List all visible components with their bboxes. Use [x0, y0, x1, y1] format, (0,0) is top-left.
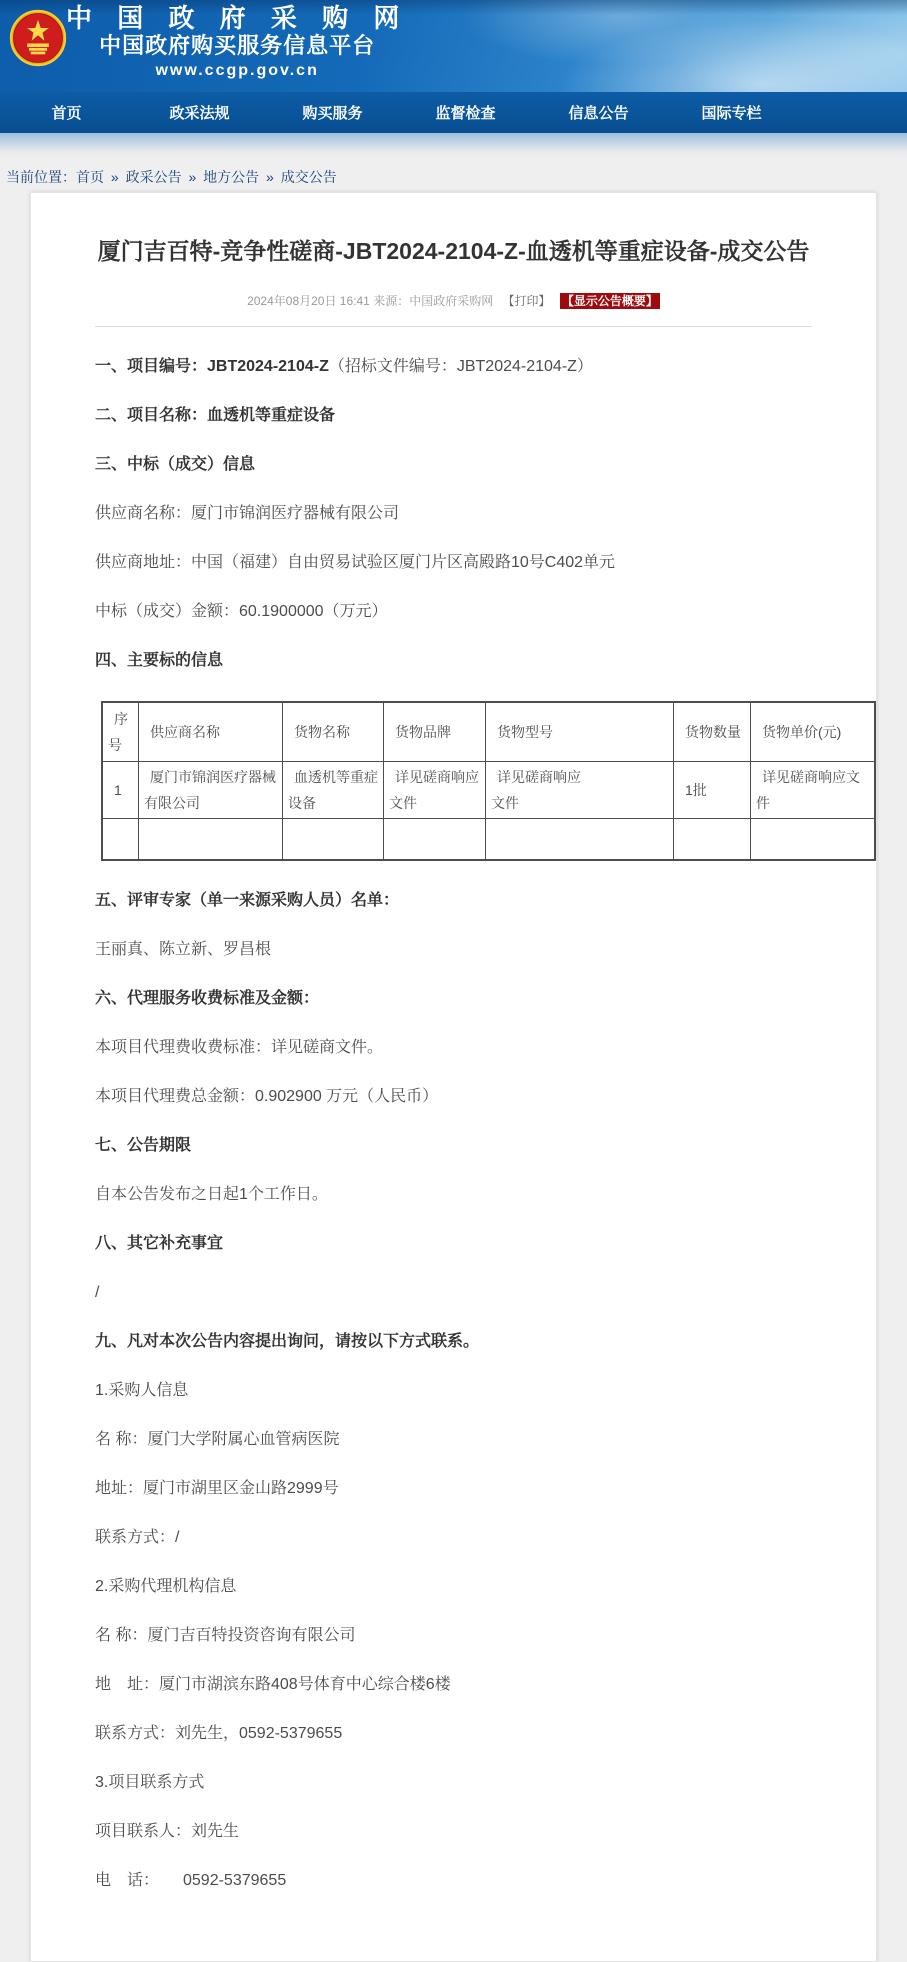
article-body — [95, 358, 860, 1890]
section-heading: 四、主要标的信息 — [95, 652, 224, 669]
nav-item-3[interactable]: 购买服务 — [302, 105, 363, 122]
goods-table — [101, 701, 876, 861]
announcement-content-box — [30, 192, 877, 1962]
table-header-cell: 序号 — [102, 702, 139, 762]
paragraph: 本项目代理费收费标准：详见磋商文件。 — [95, 1039, 384, 1056]
section-heading: 六、代理服务收费标准及金额： — [95, 990, 320, 1007]
paragraph: 自本公告发布之日起1个工作日。 — [95, 1186, 328, 1203]
paragraph: 中标（成交）金额：60.1900000（万元） — [95, 603, 388, 620]
section-heading: 八、其它补充事宜 — [95, 1235, 224, 1252]
paragraph: 1.采购人信息 — [95, 1382, 189, 1399]
table-cell — [486, 819, 674, 861]
table-cell: 厦门市锦润医疗器械有限公司 — [139, 762, 283, 819]
table-header-row — [102, 702, 875, 762]
paragraph: 供应商地址：中国（福建）自由贸易试验区厦门片区高殿路10号C402单元 — [95, 554, 616, 571]
breadcrumb-item-4[interactable]: 成交公告 — [280, 169, 337, 185]
nav-item-2[interactable]: 政采法规 — [169, 105, 230, 122]
section-heading: 二、项目名称：血透机等重症设备 — [95, 407, 336, 424]
breadcrumb — [0, 159, 907, 190]
breadcrumb-separator: » — [107, 169, 123, 185]
table-cell: 血透机等重症设备 — [283, 762, 384, 819]
breadcrumb-item-2[interactable]: 政采公告 — [125, 169, 182, 185]
section-heading: 三、中标（成交）信息 — [95, 456, 256, 473]
paragraph: 名 称：厦门吉百特投资咨询有限公司 — [95, 1627, 356, 1644]
table-header-cell: 货物单价(元) — [751, 702, 876, 762]
paragraph: 3.项目联系方式 — [95, 1774, 205, 1791]
nav-item-5[interactable]: 信息公告 — [568, 105, 629, 122]
nav-item-4[interactable]: 监督检查 — [435, 105, 496, 122]
breadcrumb-separator: » — [184, 169, 201, 185]
paragraph: 本项目代理费总金额：0.902900 万元（人民币） — [95, 1088, 439, 1105]
paragraph: 2.采购代理机构信息 — [95, 1578, 237, 1595]
paragraph: 地址：厦门市湖里区金山路2999号 — [95, 1480, 339, 1497]
main-nav — [0, 92, 907, 133]
publish-date: 2024年08月20日 16:41 — [247, 294, 370, 308]
breadcrumb-label: 当前位置： — [6, 169, 76, 185]
table-cell — [674, 819, 751, 861]
paragraph: 联系方式：/ — [95, 1529, 180, 1546]
table-header-cell: 供应商名称 — [139, 702, 283, 762]
table-cell — [384, 819, 486, 861]
header-fade-strip — [0, 133, 907, 159]
site-subtitle: 中国政府购买服务信息平台 — [99, 33, 376, 58]
paragraph: / — [95, 1284, 100, 1301]
table-cell: 详见磋商响应文件 — [486, 762, 674, 819]
paragraph: 联系方式：刘先生，0592-5379655 — [95, 1725, 343, 1742]
paragraph: 项目联系人：刘先生 — [95, 1823, 240, 1840]
paragraph: 地 址：厦门市湖滨东路408号体育中心综合楼6楼 — [95, 1676, 451, 1693]
table-header-cell: 货物数量 — [674, 702, 751, 762]
table-header-cell: 货物型号 — [486, 702, 674, 762]
nav-item-1[interactable]: 首页 — [51, 105, 82, 122]
article-meta — [95, 292, 812, 327]
paragraph: 王丽真、陈立新、罗昌根 — [95, 941, 272, 958]
breadcrumb-separator: » — [262, 169, 278, 185]
breadcrumb-item-1[interactable]: 首页 — [76, 169, 104, 185]
paragraph: 名 称：厦门大学附属心血管病医院 — [95, 1431, 340, 1448]
breadcrumb-items — [76, 169, 337, 185]
table-row — [102, 762, 875, 819]
paragraph: 电 话： 0592-5379655 — [95, 1872, 287, 1889]
page-title: 厦门吉百特-竞争性磋商-JBT2024-2104-Z-血透机等重症设备-成交公告 — [97, 238, 810, 264]
breadcrumb-item-3[interactable]: 地方公告 — [203, 169, 260, 185]
section-heading: 五、评审专家（单一来源采购人员）名单： — [95, 892, 400, 909]
table-cell: 详见磋商响应文件 — [751, 762, 876, 819]
site-title: 中 国 政 府 采 购 网 — [66, 3, 409, 33]
table-header-cell: 货物名称 — [283, 702, 384, 762]
table-row — [102, 819, 875, 861]
table-cell: 1批 — [674, 762, 751, 819]
table-cell: 1 — [102, 762, 139, 819]
section-heading: 九、凡对本次公告内容提出询问，请按以下方式联系。 — [95, 1333, 480, 1350]
print-button[interactable]: 【打印】 — [502, 294, 551, 308]
section-heading: 七、公告期限 — [95, 1137, 192, 1154]
show-summary-button[interactable]: 【显示公告概要】 — [561, 294, 658, 308]
nav-item-6[interactable]: 国际专栏 — [701, 105, 762, 122]
table-cell: 详见磋商响应文件 — [384, 762, 486, 819]
national-emblem-icon[interactable] — [9, 7, 67, 69]
table-cell — [751, 819, 876, 861]
table-cell — [139, 819, 283, 861]
site-url: www.ccgp.gov.cn — [155, 62, 319, 79]
section-heading: 一、项目编号：JBT2024-2104-Z（招标文件编号：JBT2024-2104-Z） — [95, 358, 593, 375]
site-header — [0, 0, 907, 92]
table-cell — [102, 819, 139, 861]
table-cell — [283, 819, 384, 861]
paragraph: 供应商名称：厦门市锦润医疗器械有限公司 — [95, 505, 400, 522]
table-header-cell: 货物品牌 — [384, 702, 486, 762]
source-label: 来源：中国政府采购网 — [373, 294, 494, 308]
site-title-block — [66, 5, 408, 79]
